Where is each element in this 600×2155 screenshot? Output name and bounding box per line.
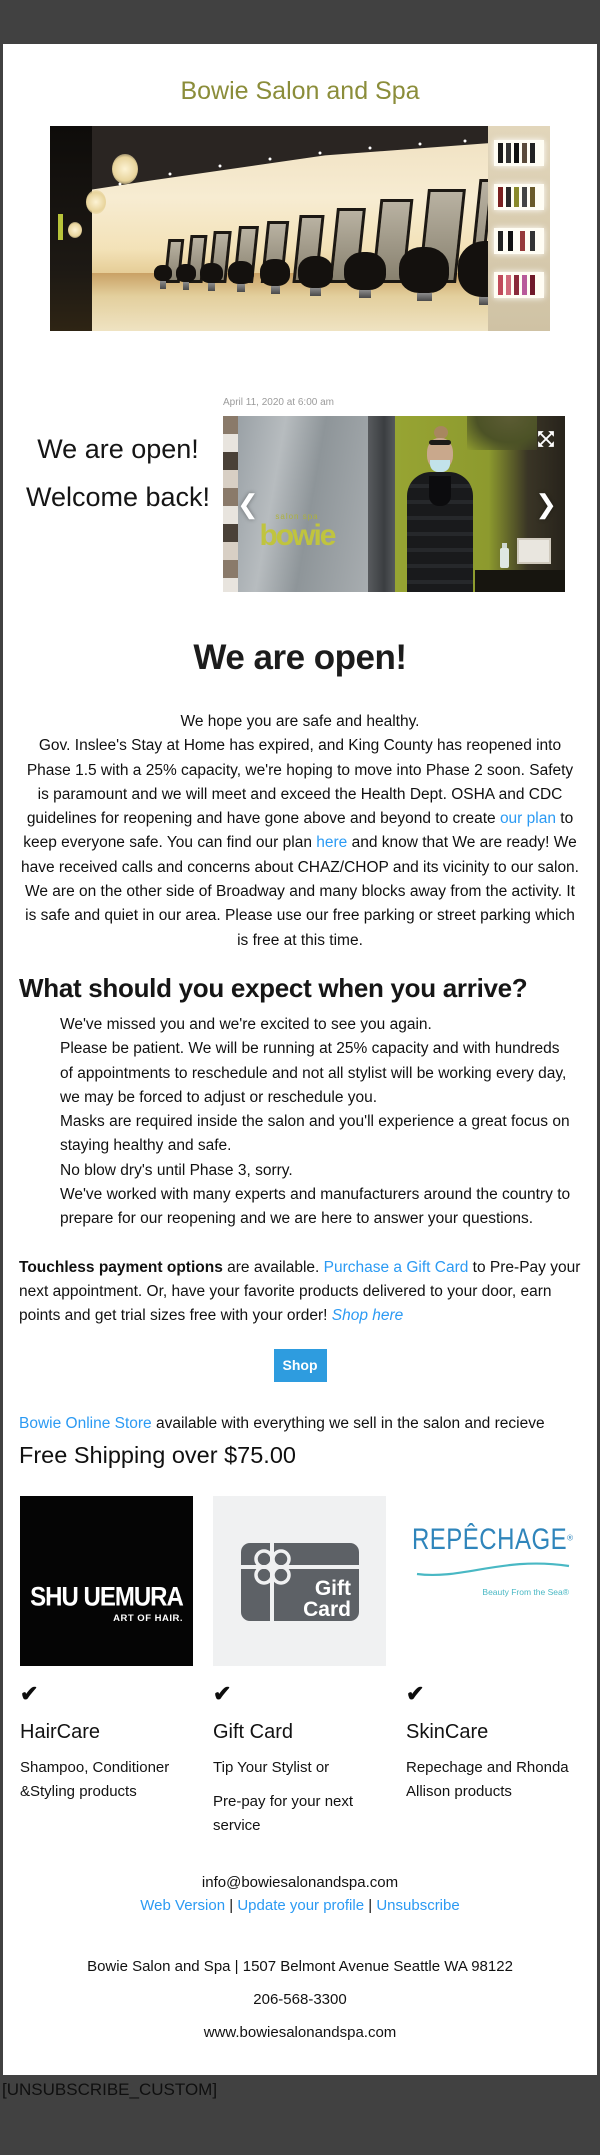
check-icon: ✔ [406,1680,425,1706]
category-giftcard: Gift Card [213,1720,294,1743]
unsubscribe-token: [UNSUBSCRIBE_CUSTOM] [2,2079,218,2099]
repechage-tagline: Beauty From the Sea® [482,1586,569,1597]
contact-email: info@bowiesalonandspa.com [201,1873,399,1891]
svg-text:Card: Card [302,1597,351,1621]
skincare-desc: Repechage and Rhonda Allison products [406,1758,569,1800]
check-icon: ✔ [213,1680,232,1706]
shu-uemura-image: SHU UEMURA ART OF HAIR. [20,1496,193,1666]
chevron-right-icon[interactable]: ❯ [535,489,557,519]
check-row [20,1682,580,1706]
top-gray-bar [0,0,600,44]
svg-text:Gift: Gift [314,1576,351,1600]
gift-card-icon [225,1525,375,1637]
chandelier [86,190,106,214]
plant [467,416,537,450]
category-haircare: HairCare [20,1720,101,1743]
welcome-line-1: We are open! [37,434,199,464]
category-skincare: SkinCare [406,1720,489,1743]
face-mask [430,460,450,472]
web-version-link[interactable]: Web Version [140,1896,226,1914]
welcome-text-block [13,397,223,592]
post-block [223,397,581,592]
product-image-row [20,1496,580,1666]
expect-heading: What should you expect when you arrive? [19,972,528,1003]
storefront-photo-carousel [223,416,565,592]
shop-button[interactable]: Shop [274,1349,327,1382]
payment-paragraph: Touchless payment options are available. Purchase a Gift Card to Pre-Pay your next appointment. Or, have your favorite products delivered to your door, earn points and get trial sizes free with your order! Shop here [19,1258,581,1325]
photo-ceiling-lights [110,134,490,194]
gift-card-image [213,1496,386,1666]
headline-we-are-open: We are open! [193,638,407,677]
here-link[interactable]: here [316,834,348,852]
category-title-row [20,1720,580,1744]
haircare-desc: Shampoo, Conditioner &Styling products [20,1758,170,1800]
footer-links: Web Version | Update your profile | Unsubscribe [140,1896,460,1914]
product-shelf [488,126,550,331]
repechage-logo-image: REPÊCHAGE® Beauty From the Sea® [406,1496,579,1666]
intro-body: Gov. Inslee's Stay at Home has expired, and King County has reopened into Phase 1.5 with a 25% capacity, we're hoping to move into Phase 2 soon. Safety is paramount and we will meet and exceed the Health Dept. OSHA and CDC guidelines for reopening and have gone above and beyond to create our plan to keep everyone safe. You can find our plan here and know that We are ready! We have received calls and concerns about CHAZ/CHOP and its vicinity to our salon. We are on the other side of Broadway and many blocks away from the activity. It is safe and quiet in our area. Please use our free parking or street parking which is free at this time. [21,737,579,949]
chandelier [68,222,82,238]
purchase-gift-card-link[interactable]: Purchase a Gift Card [323,1258,469,1276]
list-item: Masks are required inside the salon and you'll experience a great focus on staying healthy and safe. [60,1113,570,1155]
list-item: We've missed you and we're excited to see you again. [60,1015,432,1033]
salon-interior-photo [50,126,550,331]
expect-list [3,1013,597,1232]
page-title: Bowie Salon and Spa [180,77,420,105]
category-desc-row [20,1756,580,1838]
giftcard-desc: Tip Your Stylist or Pre-pay for your next service [213,1758,354,1834]
online-store-line: Bowie Online Store available with everything we sell in the salon and recieve [19,1414,545,1432]
check-icon: ✔ [20,1680,39,1706]
tile-strip [223,416,238,592]
our-plan-link[interactable]: our plan [499,810,556,828]
bowie-online-store-link[interactable]: Bowie Online Store [19,1414,152,1432]
intro-paragraph [3,710,597,953]
shop-here-link[interactable]: Shop here [331,1307,404,1325]
sanitizer-bottle [500,548,509,568]
email-body [3,44,597,2075]
free-shipping-line: Free Shipping over $75.00 [19,1441,296,1468]
bowie-door-logo: salon spa bowie [259,512,335,552]
footer-phone: 206-568-3300 [253,1990,347,2008]
footer-address: Bowie Salon and Spa | 1507 Belmont Avenue Seattle WA 98122 [87,1957,513,1975]
chevron-left-icon[interactable]: ❮ [237,489,259,519]
footer-website: www.bowiesalonandspa.com [203,2023,397,2041]
update-profile-link[interactable]: Update your profile [237,1896,365,1914]
welcome-line-2: Welcome back! [25,482,211,512]
intro-line-1: We hope you are safe and healthy. [180,713,420,730]
unsubscribe-link[interactable]: Unsubscribe [376,1896,460,1914]
chandelier [112,154,138,184]
welcome-section [3,397,597,592]
list-item: We've worked with many experts and manufacturers around the country to prepare for our reopening and we are here to answer your questions. [60,1186,571,1228]
post-date: April 11, 2020 at 6:00 am [223,397,334,408]
bottom-gray-area [0,2075,597,2155]
sunglasses [429,440,451,445]
list-item: No blow dry's until Phase 3, sorry. [60,1161,293,1179]
expand-icon[interactable] [537,430,555,448]
list-item: Please be patient. We will be running at 25% capacity and with hundreds of appointments to reschedule and not all stylist will be working every day, we may be forced to adjust or reschedule you. [60,1040,567,1106]
